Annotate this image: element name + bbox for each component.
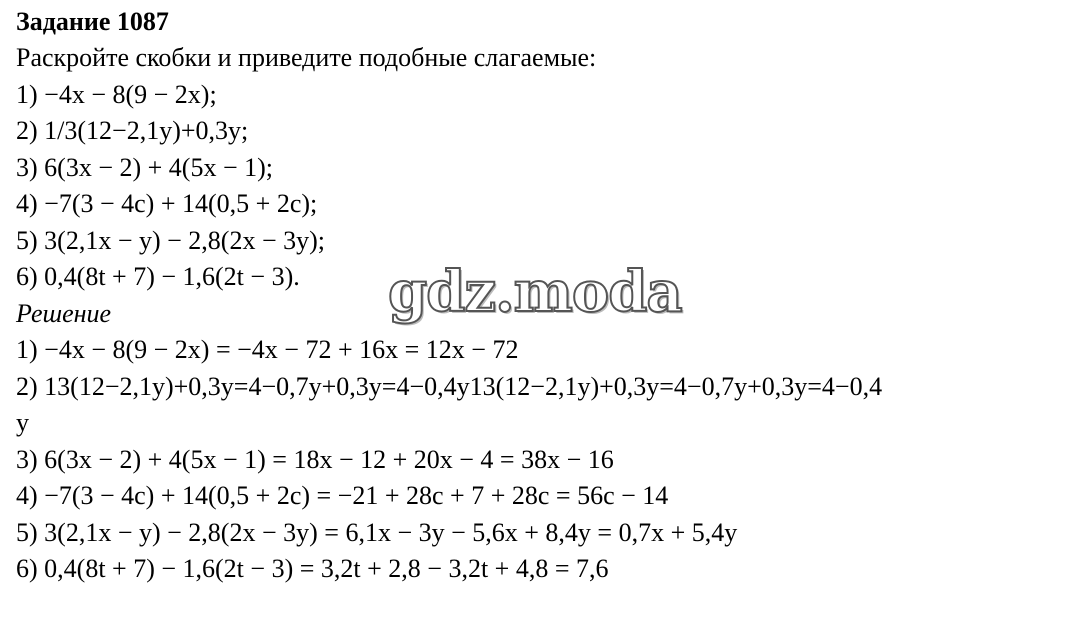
solution-heading: Решение <box>16 298 112 328</box>
solution-list <box>16 332 1090 588</box>
exercise-title: Задание 1087 <box>16 7 169 36</box>
solution-item-2: 2) 13(12−2,1y)+0,3y=4−0,7y+0,3y=4−0,4y13(12−2,1y)+0,3y=4−0,7y+0,3y=4−0,4 <box>16 371 883 401</box>
task-item-3: 3) 6(3x − 2) + 4(5x − 1); <box>16 152 274 182</box>
site-watermark: gdz.moda <box>388 259 682 325</box>
task-item-2: 2) 1/3(12−2,1y)+0,3y; <box>16 116 249 145</box>
task-item-5: 5) 3(2,1x − y) − 2,8(2x − 3y); <box>16 225 326 255</box>
solution-item-3: 3) 6(3x − 2) + 4(5x − 1) = 18x − 12 + 20x − 4 = 38x − 16 <box>16 444 614 474</box>
task-item-6: 6) 0,4(8t + 7) − 1,6(2t − 3). <box>16 262 300 291</box>
exercise-instruction: Раскройте скобки и приведите подобные слагаемые: <box>16 43 597 72</box>
solution-item-2-continuation: y <box>16 408 29 437</box>
task-item-4: 4) −7(3 − 4c) + 14(0,5 + 2c); <box>16 189 318 218</box>
solution-item-6: 6) 0,4(8t + 7) − 1,6(2t − 3) = 3,2t + 2,8 − 3,2t + 4,8 = 7,6 <box>16 554 609 583</box>
solution-item-4: 4) −7(3 − 4c) + 14(0,5 + 2c) = −21 + 28c + 7 + 28c = 56c − 14 <box>16 481 669 510</box>
solution-item-1: 1) −4x − 8(9 − 2x) = −4x − 72 + 16x = 12x − 72 <box>16 335 519 364</box>
task-item-1: 1) −4x − 8(9 − 2x); <box>16 79 217 109</box>
solution-item-5: 5) 3(2,1x − y) − 2,8(2x − 3y) = 6,1x − 3y − 5,6x + 8,4y = 0,7x + 5,4y <box>16 517 738 547</box>
